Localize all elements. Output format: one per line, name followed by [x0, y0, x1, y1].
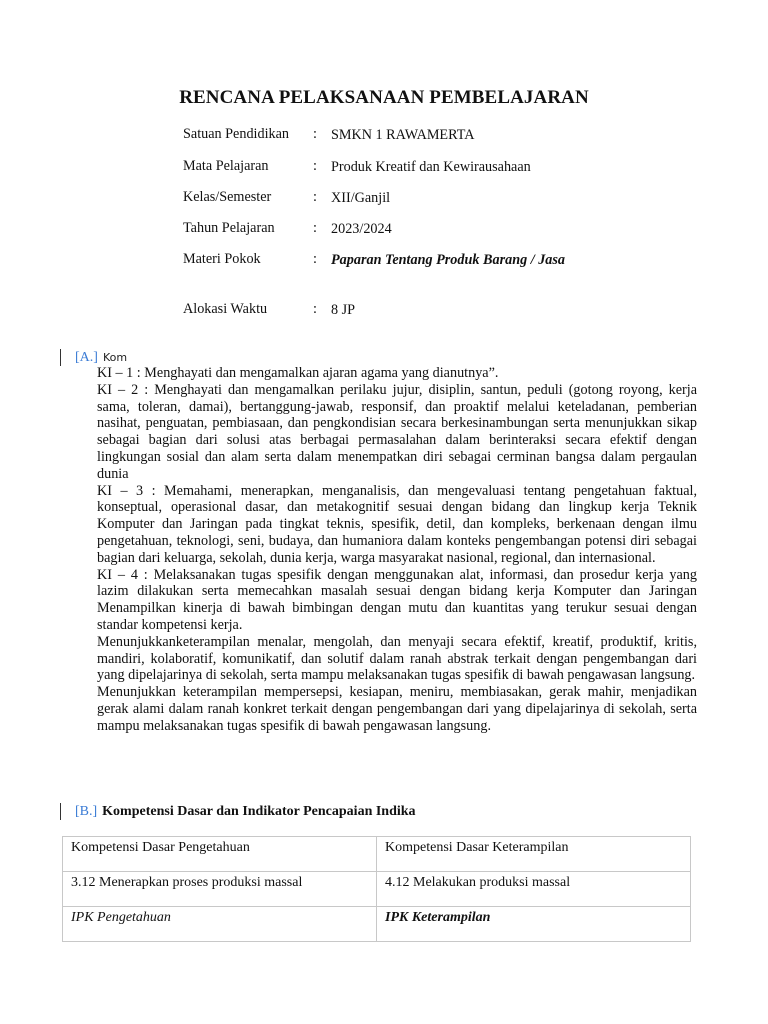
- ki-paragraph: KI – 3 : Memahami, menerapkan, menganalisis, dan mengevaluasi tentang pengetahuan faktual, konseptual, operasional dasar, dan metakognitif sesuai dengan bidang dan lingkup kerja Teknik Komputer dan Jaringan pada tingkat teknis, spesifik, detil, dan kompleks, berkenaan dengan ilmu pengetahuan, teknologi, seni, budaya, dan humaniora dalam konteks pengembangan potensi diri sebagai bagian dari keluarga, sekolah, dunia kerja, warga masyarakat nasional, regional, dan internasional.: [97, 482, 697, 566]
- info-value: SMKN 1 RAWAMERTA: [331, 127, 475, 143]
- info-value: Paparan Tentang Produk Barang / Jasa: [331, 252, 566, 268]
- section-title: Kom: [102, 351, 128, 364]
- info-colon: :: [313, 301, 317, 317]
- ki-paragraph: KI – 4 : Melaksanakan tugas spesifik dengan menggunakan alat, informasi, dan prosedur kerja yang lazim dilakukan serta memecahkan masalah sesuai dengan bidang kerja Komputer dan Jaringan Menampilkan kinerja di bawah bimbingan dengan mutu dan kuantitas yang terukur sesuai dengan standar kompetensi kerja.: [97, 566, 697, 633]
- table-row: [63, 872, 691, 907]
- info-colon: :: [313, 251, 317, 267]
- table-cell: IPK Pengetahuan: [63, 907, 377, 942]
- table-cell: 3.12 Menerapkan proses produksi massal: [63, 872, 377, 907]
- section-a-heading: [60, 349, 127, 366]
- info-label: Kelas/Semester: [183, 189, 272, 205]
- info-label: Satuan Pendidikan: [183, 126, 289, 142]
- info-colon: :: [313, 189, 317, 205]
- info-colon: :: [313, 126, 317, 142]
- table-cell: Kompetensi Dasar Pengetahuan: [63, 837, 377, 872]
- ki-paragraph: KI – 2 : Menghayati dan mengamalkan perilaku jujur, disiplin, santun, peduli (gotong royong, kerja sama, toleran, damai), bertanggung-jawab, responsif, dan proaktif melalui keteladanan, pemberian nasihat, penguatan, pembiasaan, dan pengkondisian secara berkesinambungan serta menunjukkan sikap sebagai bagian dari solusi atas berbagai permasalahan dalam berinteraksi secara efektif dengan lingkungan sosial dan alam serta dalam menempatkan diri sebagai cerminan bangsa dalam pergaulan dunia: [97, 381, 697, 482]
- info-label: Materi Pokok: [183, 251, 261, 267]
- info-value: Produk Kreatif dan Kewirausahaan: [331, 159, 531, 175]
- info-value: 2023/2024: [331, 221, 392, 237]
- info-label: Tahun Pelajaran: [183, 220, 275, 236]
- section-b-heading: [60, 803, 416, 820]
- section-marker: [A.]: [75, 349, 98, 365]
- table-cell: Kompetensi Dasar Keterampilan: [377, 837, 691, 872]
- table-cell: 4.12 Melakukan produksi massal: [377, 872, 691, 907]
- document-title: RENCANA PELAKSANAAN PEMBELAJARAN: [179, 87, 589, 108]
- section-marker: [B.]: [75, 803, 98, 819]
- table-row: [63, 907, 691, 942]
- info-label: Mata Pelajaran: [183, 158, 269, 174]
- ki-paragraph: KI – 1 : Menghayati dan mengamalkan ajaran agama yang dianutnya”.: [97, 365, 499, 381]
- ki-paragraph: Menunjukkan keterampilan mempersepsi, kesiapan, meniru, membiasakan, gerak mahir, menjadikan gerak alami dalam ranah konkret terkait dengan pengembangan dari yang dipelajarinya di sekolah, serta mampu melaksanakan tugas spesifik di bawah pengawasan langsung.: [97, 684, 697, 734]
- info-value: XII/Ganjil: [331, 190, 391, 206]
- change-bar: [60, 803, 61, 820]
- table-row: [63, 837, 691, 872]
- table-cell: IPK Keterampilan: [377, 907, 691, 942]
- change-bar: [60, 349, 61, 366]
- ki-paragraph: Menunjukkanketerampilan menalar, mengolah, dan menyaji secara efektif, kreatif, produktif, kritis, mandiri, kolaboratif, komunikatif, dan solutif dalam ranah abstrak terkait dengan pengembangan dari yang dipelajarinya di sekolah, serta mampu melaksanakan tugas spesifik di bawah pengawasan langsung.: [97, 633, 697, 684]
- info-value: 8 JP: [331, 302, 356, 318]
- competency-table: [62, 836, 691, 942]
- info-label: Alokasi Waktu: [183, 301, 268, 317]
- section-a-body: [97, 365, 697, 735]
- info-colon: :: [313, 220, 317, 236]
- info-colon: :: [313, 158, 317, 174]
- section-title: Kompetensi Dasar dan Indikator Pencapaian Indika: [102, 803, 416, 819]
